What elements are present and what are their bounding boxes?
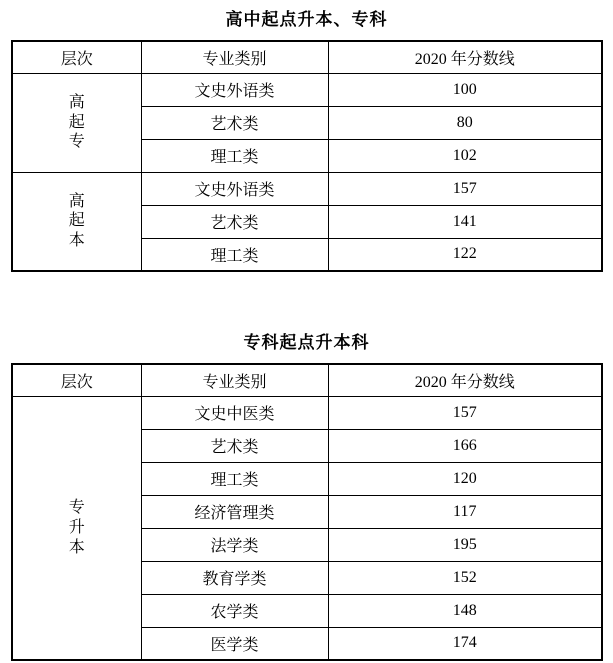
level-cell-gaoqiben bbox=[12, 172, 141, 271]
table2-header-level: 层次 bbox=[12, 364, 141, 396]
category-cell: 艺术类 bbox=[141, 106, 328, 139]
score-cell: 157 bbox=[328, 396, 602, 429]
score-cell: 195 bbox=[328, 528, 602, 561]
category-cell: 理工类 bbox=[141, 238, 328, 271]
category-cell: 农学类 bbox=[141, 594, 328, 627]
level-cell-gaoqizhuan bbox=[12, 73, 141, 172]
score-cell: 120 bbox=[328, 462, 602, 495]
score-cell: 166 bbox=[328, 429, 602, 462]
table1-header-row bbox=[12, 41, 602, 73]
score-cell: 157 bbox=[328, 172, 602, 205]
score-cell: 122 bbox=[328, 238, 602, 271]
table2-header-row bbox=[12, 364, 602, 396]
category-cell: 文史外语类 bbox=[141, 172, 328, 205]
score-cell: 174 bbox=[328, 627, 602, 660]
table-row bbox=[12, 73, 602, 106]
level-cell-zhuanshengben bbox=[12, 396, 141, 660]
table1-title: 高中起点升本、专科 bbox=[225, 10, 388, 29]
category-cell: 艺术类 bbox=[141, 429, 328, 462]
category-cell: 经济管理类 bbox=[141, 495, 328, 528]
category-cell: 文史外语类 bbox=[141, 73, 328, 106]
table2-header-score: 2020 年分数线 bbox=[328, 364, 602, 396]
category-cell: 教育学类 bbox=[141, 561, 328, 594]
table1-header-category: 专业类别 bbox=[141, 41, 328, 73]
category-cell: 文史中医类 bbox=[141, 396, 328, 429]
category-cell: 艺术类 bbox=[141, 205, 328, 238]
table2-title: 专科起点升本科 bbox=[243, 333, 370, 352]
level-label: 高起专 bbox=[68, 94, 85, 151]
score-cell: 148 bbox=[328, 594, 602, 627]
table-row bbox=[12, 396, 602, 429]
score-cell: 152 bbox=[328, 561, 602, 594]
table1-header-score: 2020 年分数线 bbox=[328, 41, 602, 73]
score-table-1 bbox=[11, 40, 603, 272]
table2-header-category: 专业类别 bbox=[141, 364, 328, 396]
score-cell: 117 bbox=[328, 495, 602, 528]
category-cell: 法学类 bbox=[141, 528, 328, 561]
score-cell: 102 bbox=[328, 139, 602, 172]
score-cell: 80 bbox=[328, 106, 602, 139]
score-table-2 bbox=[11, 363, 603, 661]
category-cell: 理工类 bbox=[141, 462, 328, 495]
table-row bbox=[12, 172, 602, 205]
level-label: 高起本 bbox=[68, 192, 85, 249]
level-label: 专升本 bbox=[68, 499, 85, 556]
category-cell: 医学类 bbox=[141, 627, 328, 660]
table1-header-level: 层次 bbox=[12, 41, 141, 73]
score-cell: 100 bbox=[328, 73, 602, 106]
category-cell: 理工类 bbox=[141, 139, 328, 172]
score-cell: 141 bbox=[328, 205, 602, 238]
